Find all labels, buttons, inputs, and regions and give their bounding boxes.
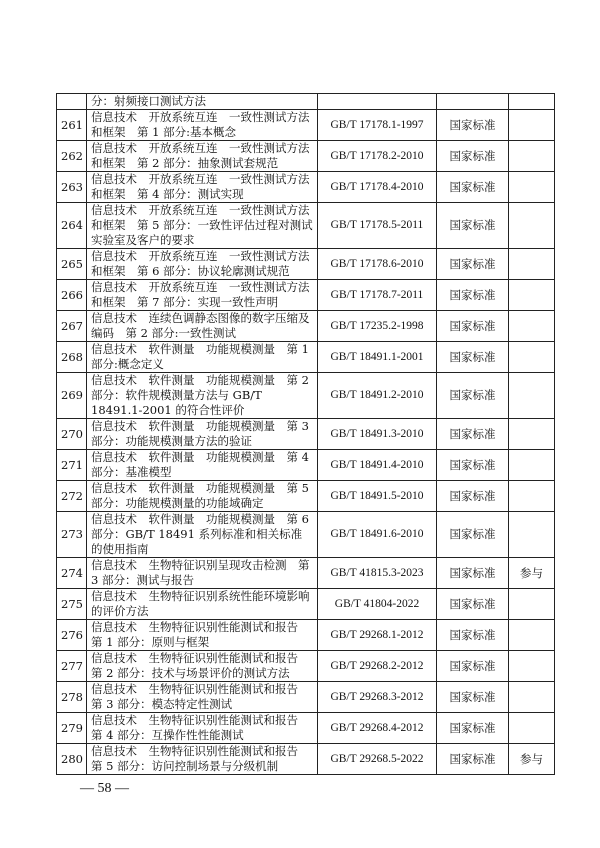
cell-name: 信息技术 软件测量 功能规模测量 第 3 部分：功能规模测量方法的验证 xyxy=(87,419,318,450)
table-row-continuation xyxy=(57,94,555,110)
cell-code: GB/T 29268.2-2012 xyxy=(318,651,437,682)
cell-code: GB/T 29268.5-2022 xyxy=(318,744,437,775)
cell-type: 国家标准 xyxy=(437,280,509,311)
cell-type: 国家标准 xyxy=(437,651,509,682)
cell-role xyxy=(509,94,555,110)
table-row xyxy=(57,481,555,512)
cell-role xyxy=(509,651,555,682)
cell-type: 国家标准 xyxy=(437,203,509,249)
cell-code: GB/T 18491.5-2010 xyxy=(318,481,437,512)
cell-no: 275 xyxy=(57,589,87,620)
cell-name: 信息技术 开放系统互连 一致性测试方法和框架 第 7 部分：实现一致性声明 xyxy=(87,280,318,311)
cell-type: 国家标准 xyxy=(437,744,509,775)
cell-type: 国家标准 xyxy=(437,713,509,744)
cell-code: GB/T 41815.3-2023 xyxy=(318,558,437,589)
cell-role xyxy=(509,682,555,713)
cell-no: 267 xyxy=(57,311,87,342)
cell-role xyxy=(509,311,555,342)
cell-code: GB/T 17235.2-1998 xyxy=(318,311,437,342)
cell-type: 国家标准 xyxy=(437,589,509,620)
cell-name: 信息技术 开放系统互连 一致性测试方法和框架 第 6 部分：协议轮廓测试规范 xyxy=(87,249,318,280)
cell-name: 信息技术 软件测量 功能规模测量 第 6 部分：GB/T 18491 系列标准和相关标准的使用指南 xyxy=(87,512,318,558)
cell-type: 国家标准 xyxy=(437,558,509,589)
cell-no: 262 xyxy=(57,141,87,172)
cell-code: GB/T 18491.2-2010 xyxy=(318,373,437,419)
cell-code: GB/T 29268.3-2012 xyxy=(318,682,437,713)
cell-code: GB/T 29268.1-2012 xyxy=(318,620,437,651)
cell-type: 国家标准 xyxy=(437,620,509,651)
table-row xyxy=(57,110,555,141)
page-number: — 58 — xyxy=(80,781,129,796)
cell-type: 国家标准 xyxy=(437,481,509,512)
cell-type: 国家标准 xyxy=(437,373,509,419)
cell-name: 分：射频接口测试方法 xyxy=(87,94,318,110)
cell-name: 信息技术 开放系统互连 一致性测试方法和框架 第 5 部分：一致性评估过程对测试实验室及客户的要求 xyxy=(87,203,318,249)
cell-no: 280 xyxy=(57,744,87,775)
cell-no: 273 xyxy=(57,512,87,558)
cell-name: 信息技术 连续色调静态图像的数字压缩及编码 第 2 部分:一致性测试 xyxy=(87,311,318,342)
cell-name: 信息技术 生物特征识别性能测试和报告 第 5 部分：访问控制场景与分级机制 xyxy=(87,744,318,775)
cell-no: 278 xyxy=(57,682,87,713)
cell-no: 272 xyxy=(57,481,87,512)
cell-role xyxy=(509,172,555,203)
table-row xyxy=(57,620,555,651)
table-row xyxy=(57,512,555,558)
cell-name: 信息技术 开放系统互连 一致性测试方法和框架 第 2 部分：抽象测试套规范 xyxy=(87,141,318,172)
cell-role xyxy=(509,141,555,172)
cell-type: 国家标准 xyxy=(437,419,509,450)
cell-name: 信息技术 生物特征识别呈现攻击检测 第 3 部分：测试与报告 xyxy=(87,558,318,589)
cell-role xyxy=(509,713,555,744)
cell-code: GB/T 18491.4-2010 xyxy=(318,450,437,481)
table-row xyxy=(57,172,555,203)
table-row xyxy=(57,558,555,589)
cell-name: 信息技术 生物特征识别性能测试和报告 第 2 部分：技术与场景评价的测试方法 xyxy=(87,651,318,682)
table-row xyxy=(57,342,555,373)
table-row xyxy=(57,744,555,775)
cell-name: 信息技术 软件测量 功能规模测量 第 2 部分：软件规模测量方法与 GB/T 18491.1-2001 的符合性评价 xyxy=(87,373,318,419)
cell-role xyxy=(509,249,555,280)
cell-code: GB/T 17178.6-2010 xyxy=(318,249,437,280)
cell-no: 279 xyxy=(57,713,87,744)
cell-role: 参与 xyxy=(509,744,555,775)
table-row xyxy=(57,713,555,744)
standards-table-body xyxy=(57,94,555,775)
cell-no: 270 xyxy=(57,419,87,450)
cell-no: 264 xyxy=(57,203,87,249)
cell-no: 266 xyxy=(57,280,87,311)
cell-type: 国家标准 xyxy=(437,682,509,713)
cell-type: 国家标准 xyxy=(437,450,509,481)
cell-code: GB/T 17178.4-2010 xyxy=(318,172,437,203)
cell-type: 国家标准 xyxy=(437,249,509,280)
cell-code: GB/T 18491.3-2010 xyxy=(318,419,437,450)
cell-type: 国家标准 xyxy=(437,311,509,342)
cell-role xyxy=(509,373,555,419)
table-row xyxy=(57,419,555,450)
cell-role xyxy=(509,419,555,450)
cell-role xyxy=(509,450,555,481)
table-row xyxy=(57,682,555,713)
cell-code: GB/T 18491.6-2010 xyxy=(318,512,437,558)
cell-role xyxy=(509,280,555,311)
cell-type: 国家标准 xyxy=(437,342,509,373)
cell-role xyxy=(509,481,555,512)
cell-code: GB/T 17178.2-2010 xyxy=(318,141,437,172)
cell-no: 276 xyxy=(57,620,87,651)
cell-name: 信息技术 生物特征识别性能测试和报告 第 1 部分：原则与框架 xyxy=(87,620,318,651)
cell-code: GB/T 29268.4-2012 xyxy=(318,713,437,744)
cell-code: GB/T 18491.1-2001 xyxy=(318,342,437,373)
cell-name: 信息技术 开放系统互连 一致性测试方法和框架 第 4 部分：测试实现 xyxy=(87,172,318,203)
cell-name: 信息技术 软件测量 功能规模测量 第 1 部分:概念定义 xyxy=(87,342,318,373)
table-row xyxy=(57,249,555,280)
cell-name: 信息技术 生物特征识别性能测试和报告 第 3 部分：模态特定性测试 xyxy=(87,682,318,713)
cell-role: 参与 xyxy=(509,558,555,589)
cell-no: 263 xyxy=(57,172,87,203)
cell-code: GB/T 17178.5-2011 xyxy=(318,203,437,249)
cell-no: 277 xyxy=(57,651,87,682)
cell-no: 261 xyxy=(57,110,87,141)
table-row xyxy=(57,651,555,682)
cell-code xyxy=(318,94,437,110)
cell-role xyxy=(509,620,555,651)
cell-type: 国家标准 xyxy=(437,172,509,203)
cell-type xyxy=(437,94,509,110)
cell-role xyxy=(509,110,555,141)
cell-name: 信息技术 软件测量 功能规模测量 第 4 部分：基准模型 xyxy=(87,450,318,481)
standards-table xyxy=(56,93,555,775)
cell-no: 265 xyxy=(57,249,87,280)
cell-role xyxy=(509,342,555,373)
table-row xyxy=(57,589,555,620)
table-row xyxy=(57,450,555,481)
cell-code: GB/T 17178.7-2011 xyxy=(318,280,437,311)
cell-no: 271 xyxy=(57,450,87,481)
cell-no xyxy=(57,94,87,110)
cell-role xyxy=(509,203,555,249)
table-row xyxy=(57,311,555,342)
cell-name: 信息技术 软件测量 功能规模测量 第 5 部分：功能规模测量的功能域确定 xyxy=(87,481,318,512)
cell-type: 国家标准 xyxy=(437,110,509,141)
cell-no: 274 xyxy=(57,558,87,589)
table-row xyxy=(57,203,555,249)
cell-name: 信息技术 生物特征识别系统性能环境影响的评价方法 xyxy=(87,589,318,620)
cell-type: 国家标准 xyxy=(437,512,509,558)
cell-role xyxy=(509,589,555,620)
cell-type: 国家标准 xyxy=(437,141,509,172)
cell-name: 信息技术 开放系统互连 一致性测试方法和框架 第 1 部分:基本概念 xyxy=(87,110,318,141)
cell-no: 268 xyxy=(57,342,87,373)
cell-code: GB/T 41804-2022 xyxy=(318,589,437,620)
table-row xyxy=(57,280,555,311)
cell-name: 信息技术 生物特征识别性能测试和报告 第 4 部分：互操作性性能测试 xyxy=(87,713,318,744)
cell-code: GB/T 17178.1-1997 xyxy=(318,110,437,141)
cell-no: 269 xyxy=(57,373,87,419)
table-row xyxy=(57,141,555,172)
cell-role xyxy=(509,512,555,558)
table-row xyxy=(57,373,555,419)
